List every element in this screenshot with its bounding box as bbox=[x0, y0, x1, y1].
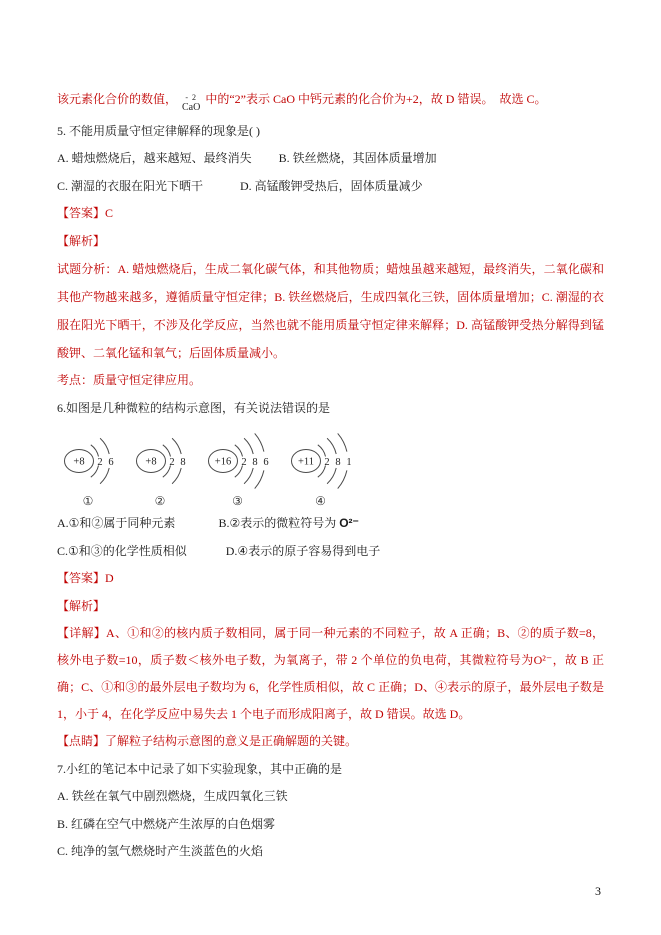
svg-text:2: 2 bbox=[324, 457, 330, 468]
q6-option-d: D.④表示的原子容易得到电子 bbox=[225, 543, 381, 558]
particle-diagram bbox=[129, 426, 191, 508]
q5-options-row-2 bbox=[57, 173, 604, 201]
particle-diagram-row bbox=[57, 426, 604, 510]
intro-note bbox=[57, 86, 604, 114]
q7-title: 7.小红的笔记本中记录了如下实验现象，其中正确的是 bbox=[57, 761, 343, 776]
valence-superscript: - 2 bbox=[185, 93, 198, 102]
q6-options-row-2 bbox=[57, 538, 604, 566]
svg-text:+11: +11 bbox=[297, 456, 315, 468]
particle-diagram-label: ① bbox=[82, 494, 94, 508]
svg-text:2: 2 bbox=[169, 457, 175, 468]
q7-option-a: A. 铁丝在氧气中剧烈燃烧，生成四氧化三铁 bbox=[57, 789, 288, 803]
q5-analysis-label: 【解析】 bbox=[57, 233, 106, 248]
particle-diagram bbox=[201, 426, 274, 508]
page-number: 3 bbox=[595, 884, 601, 898]
particle-diagram-label: ③ bbox=[232, 494, 243, 508]
svg-text:8: 8 bbox=[335, 457, 341, 468]
q5-analysis-paragraph: 试题分析：A. 蜡烛燃烧后，生成二氧化碳气体，和其他物质；蜡烛虽越来越短，最终消失，二氧化碳和其他产物越来越多，遵循质量守恒定律；B. 铁丝燃烧后，生成四氧化三铁，固体质量增加；C. 潮湿的衣服在阳光下晒干，不涉及化学反应，当然也就不能用质量守恒定律来解释；D. 高锰酸钾受热分解得到锰酸钾、二氧化锰和氧气；后固体质量减小。 bbox=[57, 262, 604, 360]
q5-option-b: B. 铁丝燃烧，其固体质量增加 bbox=[278, 151, 437, 165]
intro-note-before: 该元素化合价的数值， bbox=[57, 92, 178, 106]
svg-text:6: 6 bbox=[263, 457, 269, 468]
q6-option-b-formula: O²⁻ bbox=[339, 516, 359, 530]
q5-focus-line: 考点：质量守恒定律应用。 bbox=[57, 373, 202, 387]
q6-option-c: C.①和③的化学性质相似 bbox=[57, 543, 187, 558]
q6-answer-line bbox=[57, 565, 604, 593]
atom-structure-icon bbox=[129, 426, 191, 496]
particle-diagram bbox=[57, 426, 119, 508]
svg-text:+8: +8 bbox=[73, 456, 85, 468]
q5-option-d: D. 高锰酸钾受热后，固体质量减少 bbox=[240, 178, 423, 193]
particle-diagram-label: ④ bbox=[315, 494, 326, 508]
valence-base-formula: CaO bbox=[182, 102, 201, 113]
atom-structure-icon bbox=[201, 426, 274, 496]
q6-answer-value: D bbox=[105, 571, 114, 585]
q5-options-row-1 bbox=[57, 145, 604, 173]
q5-option-a: A. 蜡烛燃烧后，越来越短、最终消失 bbox=[57, 151, 252, 165]
svg-text:8: 8 bbox=[180, 457, 186, 468]
svg-text:6: 6 bbox=[108, 457, 114, 468]
particle-diagram-label: ② bbox=[154, 494, 166, 508]
intro-note-after: 中的“2”表示 CaO 中钙元素的化合价为+2，故 D 错误。 故选 C。 bbox=[205, 92, 547, 106]
particle-diagram bbox=[284, 426, 357, 508]
q6-option-b-text: B.②表示的微粒符号为 bbox=[218, 516, 340, 530]
q5-answer-value: C bbox=[105, 206, 114, 220]
q7-option-c: C. 纯净的氢气燃烧时产生淡蓝色的火焰 bbox=[57, 844, 264, 858]
atom-structure-icon bbox=[57, 426, 119, 496]
svg-text:2: 2 bbox=[241, 457, 247, 468]
q5-answer-label: 【答案】 bbox=[57, 206, 106, 220]
svg-text:2: 2 bbox=[97, 457, 103, 468]
q6-options-row-1 bbox=[57, 510, 604, 538]
svg-text:+16: +16 bbox=[214, 456, 232, 468]
q7-option-b: B. 红磷在空气中燃烧产生浓厚的白色烟雾 bbox=[57, 816, 276, 831]
q6-title: 6.如图是几种微粒的结构示意图，有关说法错误的是 bbox=[57, 400, 331, 415]
svg-text:+8: +8 bbox=[145, 456, 157, 468]
valence-fraction bbox=[182, 94, 200, 113]
q5-option-c: C. 潮湿的衣服在阳光下晒干 bbox=[57, 178, 204, 193]
q6-detail-paragraph: 【详解】A、①和②的核内质子数相同，属于同一种元素的不同粒子，故 A 正确；B、②的质子数=8，核外电子数=10，质子数＜核外电子数，为氧离子，带 2 个单位的负电荷，其微粒符号为O²⁻，故 B 正确；C、①和③的最外层电子数均为 6，化学性质相似，故 C 正确；D、④表示的原子，最外层电子数是 1，小于 4，在化学反应中易失去 1 个电子而形成阳离子，故 D 错误。故选 D。 bbox=[57, 626, 604, 721]
q6-option-b bbox=[218, 516, 358, 530]
q6-tip-line: 【点睛】了解粒子结构示意图的意义是正确解题的关键。 bbox=[57, 734, 358, 748]
q6-answer-label: 【答案】 bbox=[57, 571, 106, 585]
q6-analysis-label: 【解析】 bbox=[57, 598, 106, 613]
q5-answer-line bbox=[57, 200, 604, 228]
q6-option-a: A.①和②属于同种元素 bbox=[57, 516, 176, 530]
q5-title: 5. 不能用质量守恒定律解释的现象是( ) bbox=[57, 123, 260, 138]
svg-text:1: 1 bbox=[346, 457, 352, 468]
atom-structure-icon bbox=[284, 426, 357, 496]
svg-text:8: 8 bbox=[252, 457, 258, 468]
